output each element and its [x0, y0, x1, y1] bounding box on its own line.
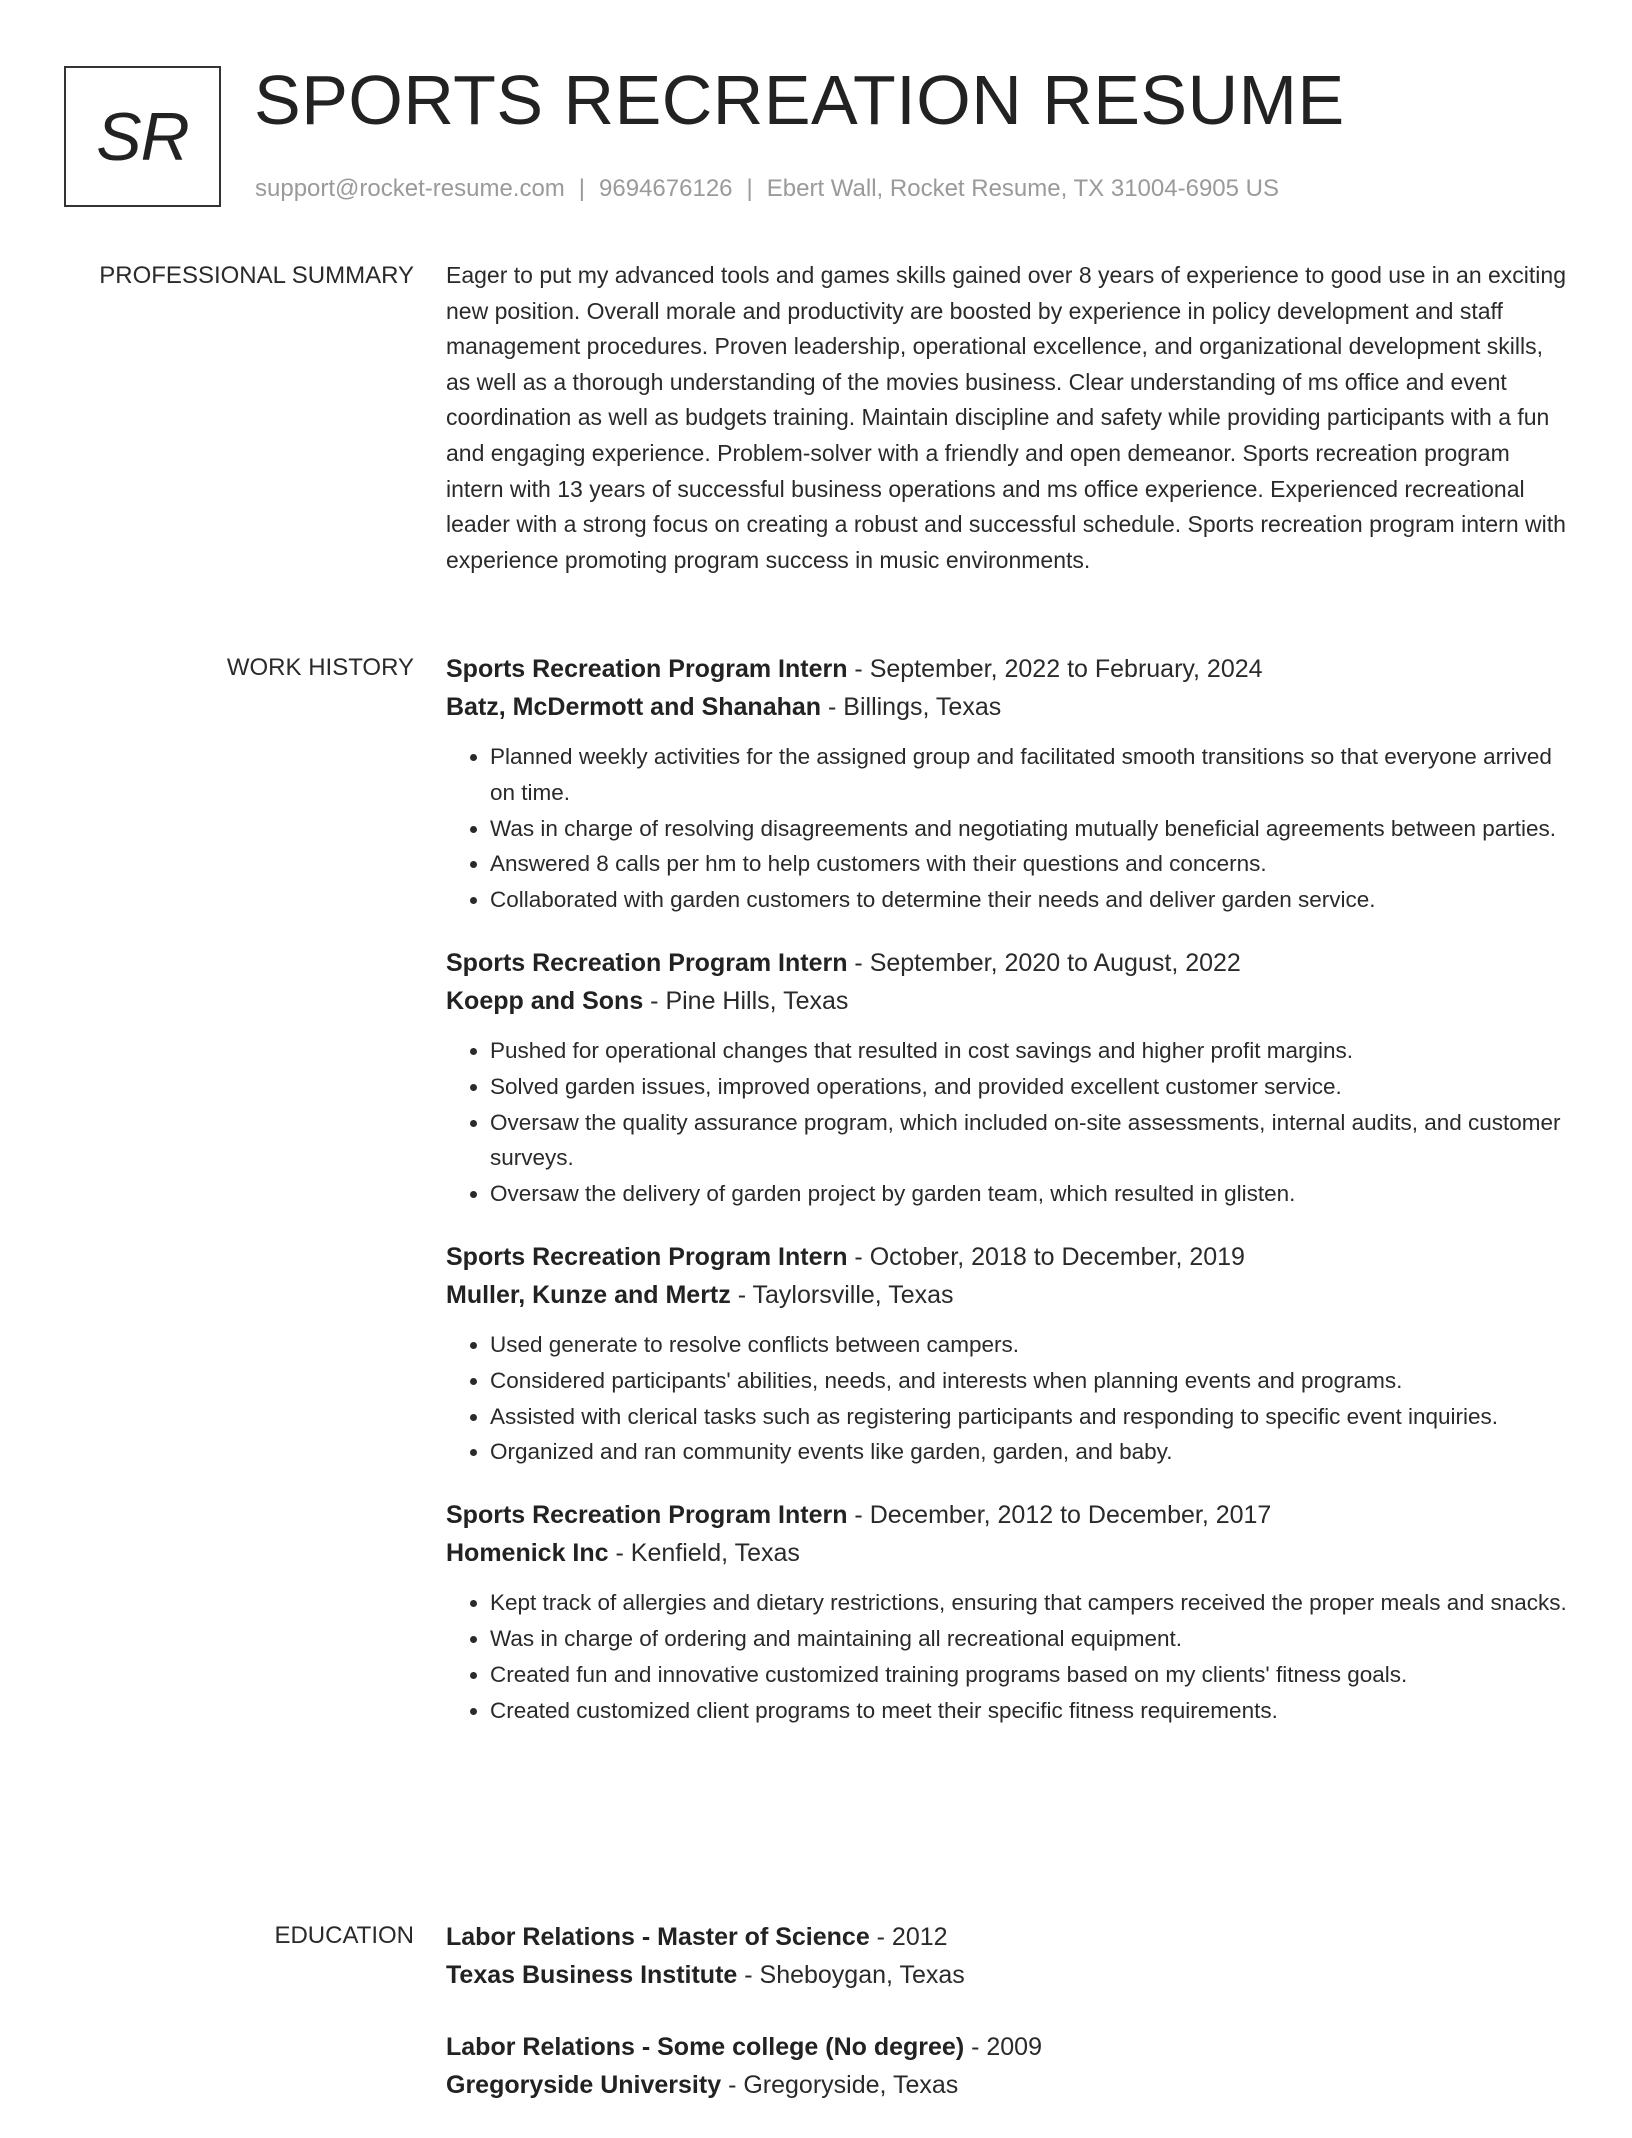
job-dates: - December, 2012 to December, 2017	[847, 1501, 1272, 1530]
resume-header	[64, 61, 1564, 210]
education-degree-line	[446, 2028, 1568, 2066]
contact-separator: |	[578, 175, 586, 202]
job-company-line	[446, 1276, 1568, 1314]
job-bullet: • Assisted with clerical tasks such as registering participants and responding to specific event inquiries.	[490, 1399, 1568, 1435]
contact-email[interactable]: support@rocket-resume.com	[255, 175, 565, 202]
job-title-line	[446, 944, 1568, 982]
job-bullet: • Created fun and innovative customized training programs based on my clients' fitness goals.	[490, 1657, 1568, 1693]
job-title: Sports Recreation Program Intern	[446, 948, 848, 977]
job-bullets	[446, 1585, 1568, 1728]
job-title-line	[446, 650, 1568, 688]
contact-phone[interactable]: 9694676126	[599, 175, 733, 202]
job-bullet: • Collaborated with garden customers to determine their needs and deliver garden service.	[490, 882, 1568, 918]
education-school: Texas Business Institute	[446, 1961, 738, 1989]
job-bullets	[446, 739, 1568, 918]
job-bullet: • Organized and ran community events like garden, garden, and baby.	[490, 1434, 1568, 1470]
job-company: Homenick Inc	[446, 1539, 609, 1568]
contact-address: Ebert Wall, Rocket Resume, TX 31004-6905 US	[766, 175, 1279, 202]
job-bullet: • Pushed for operational changes that resulted in cost savings and higher profit margins.	[490, 1033, 1568, 1069]
job-bullet: • Oversaw the delivery of garden project by garden team, which resulted in glisten.	[490, 1176, 1568, 1212]
summary-text: Eager to put my advanced tools and games skills gained over 8 years of experience to good use in an exciting new position. Overall morale and productivity are boosted by experience in policy development and staff management procedures. Proven leadership, operational excellence, and organizational development skills, as well as a thorough understanding of the movies business. Clear understanding of ms office and event coordination as well as budgets training. Maintain discipline and safety while providing participants with a fun and engaging experience. Problem-solver with a friendly and open demeanor. Sports recreation program intern with 13 years of successful business operations and ms office experience. Experienced recreational leader with a strong focus on creating a robust and successful schedule. Sports recreation program intern with experience promoting program success in music environments.	[446, 262, 1567, 573]
job-bullet: • Answered 8 calls per hm to help customers with their questions and concerns.	[490, 846, 1568, 882]
monogram-logo: SR	[64, 66, 221, 207]
education-body	[446, 1918, 1568, 2138]
job-company: Batz, McDermott and Shanahan	[446, 693, 822, 721]
job-entry	[446, 650, 1568, 918]
job-entry	[446, 1238, 1568, 1470]
page-title: SPORTS RECREATION RESUME	[254, 61, 1345, 139]
job-bullet: • Solved garden issues, improved operations, and provided excellent customer service.	[490, 1069, 1568, 1105]
section-label-summary: PROFESSIONAL SUMMARY	[99, 262, 414, 289]
job-bullet: • Kept track of allergies and dietary restrictions, ensuring that campers received the proper meals and snacks.	[490, 1585, 1568, 1621]
job-bullet: • Planned weekly activities for the assigned group and facilitated smooth transitions so that everyone arrived on time.	[490, 739, 1568, 811]
job-company-line	[446, 1534, 1568, 1572]
education-degree-line	[446, 1918, 1568, 1956]
job-dates: - October, 2018 to December, 2019	[847, 1242, 1245, 1271]
education-school-line	[446, 1956, 1568, 1994]
job-location: - Billings, Texas	[821, 693, 1002, 721]
education-year: - 2009	[964, 2033, 1042, 2061]
summary-body	[446, 258, 1568, 578]
job-dates: - September, 2020 to August, 2022	[847, 948, 1241, 977]
job-bullet: • Was in charge of resolving disagreements and negotiating mutually beneficial agreements between parties.	[490, 811, 1568, 847]
job-title: Sports Recreation Program Intern	[446, 1501, 848, 1530]
education-location: - Sheboygan, Texas	[737, 1961, 965, 1989]
education-school-line	[446, 2066, 1568, 2104]
education-school: Gregoryside University	[446, 2071, 722, 2099]
work-history-body	[446, 650, 1568, 1754]
job-company-line	[446, 982, 1568, 1020]
job-entry	[446, 944, 1568, 1212]
education-degree: Labor Relations - Some college (No degree)	[446, 2033, 965, 2061]
job-location: - Kenfield, Texas	[608, 1539, 800, 1568]
job-company: Koepp and Sons	[446, 986, 644, 1015]
job-bullet: • Used generate to resolve conflicts between campers.	[490, 1327, 1568, 1363]
education-entry	[446, 1918, 1568, 1994]
job-title: Sports Recreation Program Intern	[446, 1242, 848, 1271]
job-title: Sports Recreation Program Intern	[446, 655, 848, 683]
job-dates: - September, 2022 to February, 2024	[847, 655, 1263, 683]
job-title-line	[446, 1496, 1568, 1534]
education-entry	[446, 2028, 1568, 2104]
job-bullet: • Considered participants' abilities, needs, and interests when planning events and programs.	[490, 1363, 1568, 1399]
job-bullet: • Was in charge of ordering and maintaining all recreational equipment.	[490, 1621, 1568, 1657]
section-label-education: EDUCATION	[274, 1922, 414, 1949]
education-location: - Gregoryside, Texas	[721, 2071, 959, 2099]
job-location: - Taylorsville, Texas	[730, 1280, 954, 1309]
job-company-line	[446, 688, 1568, 726]
job-company: Muller, Kunze and Mertz	[446, 1280, 731, 1309]
education-year: - 2012	[869, 1923, 948, 1951]
job-bullets	[446, 1033, 1568, 1212]
contact-line	[255, 175, 1279, 203]
contact-separator: |	[746, 175, 753, 202]
job-bullet: • Oversaw the quality assurance program, which included on-site assessments, internal audits, and customer surveys.	[490, 1105, 1568, 1177]
job-entry	[446, 1496, 1568, 1728]
education-degree: Labor Relations - Master of Science	[446, 1923, 870, 1951]
job-location: - Pine Hills, Texas	[643, 986, 849, 1015]
job-title-line	[446, 1238, 1568, 1276]
job-bullets	[446, 1327, 1568, 1470]
section-label-work-history: WORK HISTORY	[226, 654, 414, 681]
job-bullet: • Created customized client programs to meet their specific fitness requirements.	[490, 1693, 1568, 1729]
